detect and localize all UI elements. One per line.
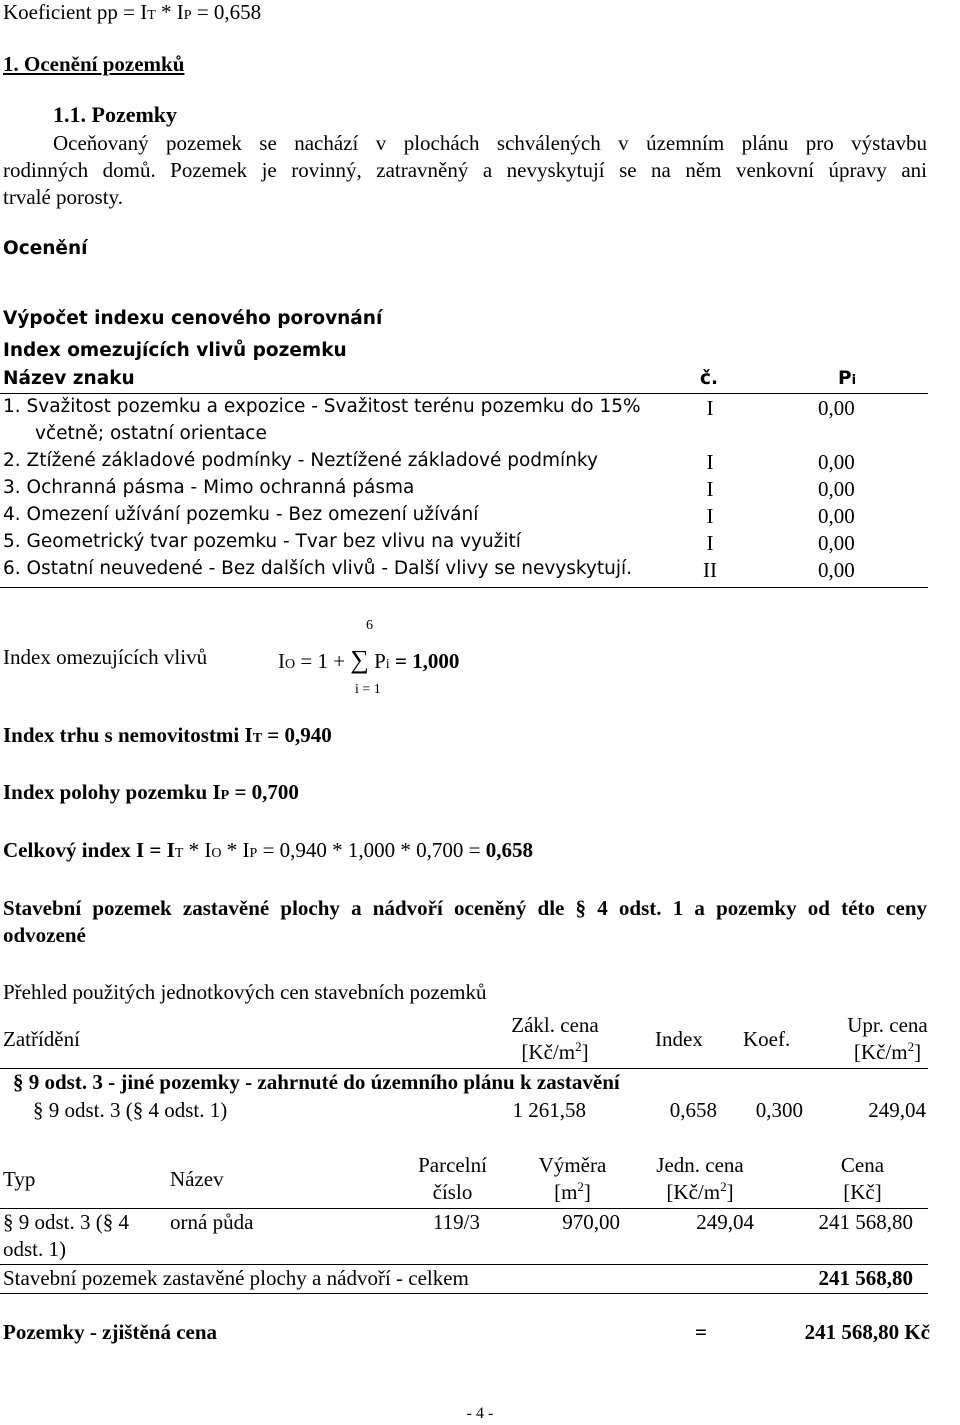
index-row-5-no: I [706, 531, 714, 555]
parcels-row-type-2: odst. 1) [3, 1237, 66, 1261]
index-row-3-name: 3. Ochranná pásma - Mimo ochranná pásma [3, 477, 415, 498]
parcels-col-unit-2 [640, 1180, 760, 1205]
parcels-col-area-2 [520, 1180, 625, 1205]
section-1-title: 1. Ocenění pozemků [3, 52, 185, 76]
index-row-1-no: I [706, 396, 714, 420]
description-line-2: rodinných domů. Pozemek je rovinný, zatravněný a nevyskytují se na něm venkovní úpravy ani [3, 158, 927, 182]
parcels-col-area-sup: 2 [577, 1179, 584, 1194]
col-class: Zatřídění [3, 1027, 80, 1051]
parcels-col-area-1: Výměra [538, 1153, 607, 1177]
final-eq: = [695, 1320, 707, 1344]
col-base-1: Zákl. cena [511, 1013, 599, 1037]
description-line-1: Oceňovaný pozemek se nachází v plochách schválených v územním plánu pro výstavbu [53, 131, 927, 155]
sigma-symbol: ∑ [350, 645, 369, 674]
prices-row-class-text: 9 odst. 3 (§ 4 odst. 1) [48, 1098, 228, 1122]
total-index-t: T [174, 846, 184, 861]
formula-expression [278, 645, 459, 675]
col-base-2 [480, 1040, 630, 1065]
index-row-6-value: 0,00 [818, 558, 855, 582]
col-adj-2 [815, 1040, 960, 1065]
final-value: 241 568,80 Kč [804, 1320, 930, 1344]
col-adj-2-end: ] [914, 1040, 922, 1064]
coef-mid: * I [155, 0, 184, 24]
formula-io: I [278, 649, 285, 673]
col-header-p [838, 368, 856, 389]
coef-label: Koeficient pp = I [3, 0, 148, 24]
coefficient-line [3, 0, 261, 25]
parcels-row-name: orná půda [170, 1210, 254, 1234]
parcels-total-label: Stavební pozemek zastavěné plochy a nádvoří - celkem [3, 1266, 469, 1290]
col-base-2-text: [Kč/m [521, 1040, 576, 1064]
parcels-col-unit-end: ] [726, 1180, 734, 1204]
coef-p: P [183, 8, 192, 23]
parcels-col-unit-sup: 2 [720, 1179, 727, 1194]
index-row-1-name-cont: včetně; ostatní orientace [35, 423, 267, 444]
position-index [3, 780, 299, 805]
market-index-label: Index trhu s nemovitostmi I [3, 723, 253, 747]
col-adj-2-text: [Kč/m [853, 1040, 908, 1064]
section-1-1-title: 1.1. Pozemky [53, 102, 178, 127]
col-adj-1: Upr. cena [847, 1013, 928, 1037]
total-index-p: P [249, 846, 258, 861]
col-adj-2-sup: 2 [907, 1039, 915, 1054]
parcels-col-name: Název [170, 1167, 224, 1191]
parcels-col-type: Typ [3, 1167, 36, 1191]
parcels-col-unit-2-text: [Kč/m [666, 1180, 721, 1204]
page-number: - 4 - [466, 1405, 494, 1422]
col-coef: Koef. [743, 1027, 791, 1051]
parcels-row-unit: 249,04 [696, 1210, 754, 1234]
oceneni-heading: Ocenění [3, 238, 88, 259]
parcels-row-divider [0, 1264, 928, 1265]
index-calc-subtitle: Index omezujících vlivů pozemku [3, 340, 347, 361]
index-row-2-value: 0,00 [818, 450, 855, 474]
parcels-col-unit-1: Jedn. cena [656, 1153, 744, 1177]
total-index-label: Celkový index I = I [3, 838, 175, 862]
col-index: Index [655, 1027, 703, 1051]
formula-label: Index omezujících vlivů [3, 645, 208, 669]
sum-lower-limit: i = 1 [355, 682, 381, 697]
index-row-6-name: 6. Ostatní neuvedené - Bez dalších vlivů - Další vlivy se nevyskytují. [3, 558, 632, 579]
index-row-1-value: 0,00 [818, 396, 855, 420]
total-index-calc: = 0,940 * 1,000 * 0,700 = [257, 838, 486, 862]
col-header-no: č. [700, 368, 718, 389]
final-label: Pozemky - zjištěná cena [3, 1320, 218, 1344]
total-index-mid2: * I [221, 838, 250, 862]
col-base-2-end: ] [581, 1040, 589, 1064]
total-index-result: 0,658 [485, 838, 533, 862]
parcels-header-divider [0, 1208, 928, 1209]
total-index-mid1: * I [183, 838, 212, 862]
prices-row-class: § 9 odst. 3 (§ 4 odst. 1) [33, 1098, 228, 1122]
parcels-col-parcel-1: Parcelní [418, 1153, 487, 1177]
prices-row-adj: 249,04 [868, 1098, 926, 1122]
build-heading-line-2: odvozené [3, 923, 86, 947]
index-row-5-value: 0,00 [818, 531, 855, 555]
parcels-col-price-1: Cena [840, 1153, 885, 1177]
description-line-3: trvalé porosty. [3, 185, 123, 209]
index-calc-title: Výpočet indexu cenového porovnání [3, 308, 383, 329]
parcels-col-price-2: [Kč] [843, 1180, 882, 1204]
position-index-label: Index polohy pozemku I [3, 780, 221, 804]
parcels-row-type-1: § 9 odst. 3 (§ 4 [3, 1210, 129, 1234]
parcels-col-parcel-2: číslo [432, 1180, 473, 1204]
index-row-4-name: 4. Omezení užívání pozemku - Bez omezení užívání [3, 504, 479, 525]
formula-io-sub: O [285, 657, 296, 672]
parcels-total-value: 241 568,80 [818, 1266, 913, 1290]
position-index-sub: P [220, 788, 230, 803]
col-header-p-letter: P [838, 368, 852, 389]
table-bottom-divider [0, 587, 928, 588]
position-index-value: = 0,700 [229, 780, 299, 804]
prices-header-divider [0, 1068, 928, 1069]
coef-value: = 0,658 [191, 0, 262, 24]
prices-group-label: § 9 odst. 3 - jiné pozemky - zahrnuté do územního plánu k zastavění [13, 1070, 620, 1094]
parcels-row-parcel: 119/3 [432, 1210, 480, 1234]
index-row-3-no: I [706, 477, 714, 501]
build-heading-line-1: Stavební pozemek zastavěné plochy a nádvoří oceněný dle § 4 odst. 1 a pozemky od této ceny [3, 896, 927, 920]
prices-row-coef: 0,300 [755, 1098, 803, 1122]
index-row-4-value: 0,00 [818, 504, 855, 528]
index-row-1-name: 1. Svažitost pozemku a expozice - Svažitost terénu pozemku do 15% [3, 396, 641, 417]
col-header-p-sub: i [851, 373, 857, 388]
total-index-o: O [211, 846, 222, 861]
formula-result: = 1,000 [389, 649, 460, 673]
index-row-5-name: 5. Geometrický tvar pozemku - Tvar bez vlivu na využití [3, 531, 521, 552]
prices-overview-title: Přehled použitých jednotkových cen stavebních pozemků [3, 980, 487, 1004]
parcels-col-area-2-text: [m [554, 1180, 578, 1204]
total-index [3, 838, 533, 863]
formula-pi: P [374, 649, 386, 673]
index-row-3-value: 0,00 [818, 477, 855, 501]
prices-row-base: 1 261,58 [512, 1098, 586, 1122]
parcels-col-area-end: ] [583, 1180, 591, 1204]
table-header-divider [0, 393, 928, 394]
market-index-value: = 0,940 [262, 723, 332, 747]
prices-row-index: 0,658 [669, 1098, 717, 1122]
parcels-row-price: 241 568,80 [818, 1210, 913, 1234]
formula-pi-sub: i [385, 657, 390, 672]
index-row-2-no: I [706, 450, 714, 474]
formula-eq: = 1 + [295, 649, 351, 673]
index-row-6-no: II [703, 558, 717, 582]
index-row-4-no: I [706, 504, 714, 528]
parcels-row-area: 970,00 [562, 1210, 620, 1234]
prices-group-label-text: 9 odst. 3 - jiné pozemky - zahrnuté do územního plánu k zastavění [28, 1070, 620, 1094]
parcels-total-divider [0, 1293, 928, 1294]
coef-t: T [147, 8, 156, 23]
index-row-2-name: 2. Ztížené základové podmínky - Neztížené základové podmínky [3, 450, 598, 471]
sum-upper-limit: 6 [366, 618, 373, 633]
col-base-2-sup: 2 [575, 1039, 582, 1054]
market-index-sub: T [252, 731, 263, 746]
market-index [3, 723, 332, 748]
col-header-name: Název znaku [3, 368, 135, 389]
